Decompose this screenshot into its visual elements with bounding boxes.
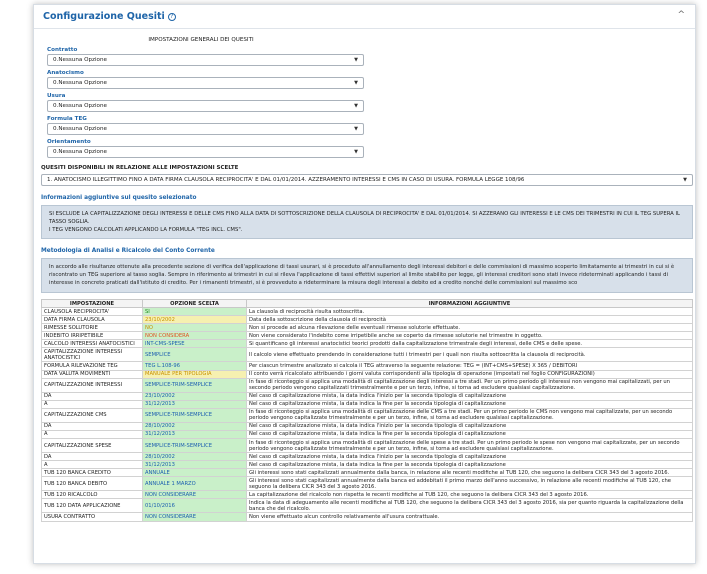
caret-icon: ▼ — [354, 149, 358, 155]
quesiti-label: QUESITI DISPONIBILI IN RELAZIONE ALLE IMPOSTAZIONI SCELTE — [41, 165, 239, 171]
setting-info: Nel caso di capitalizzazione mista, la data indica la fine per la seconda tipologia di capitalizzazione — [247, 461, 693, 469]
setting-option: 23/10/2002 — [143, 316, 247, 324]
table-row — [42, 477, 693, 491]
help-icon[interactable]: ? — [168, 13, 176, 21]
setting-info: Il calcolo viene effettuato prendendo in considerazione tutti i trimestri per i quali non risulta sottoscritta la clausola di reciprocità. — [247, 348, 693, 362]
setting-option: 31/12/2013 — [143, 461, 247, 469]
setting-name: A — [42, 461, 143, 469]
field-label: Orientamento — [47, 139, 91, 145]
setting-info: Gli interessi sono stati capitalizzati annualmente dalla banca ed addebitati il primo marzo dell'anno successivo, in relazione alle recenti modifiche al TUB 120, che seguono la delibera CICR 343 del 3 agosto 2016. — [247, 477, 693, 491]
setting-option: SEMPLICE — [143, 348, 247, 362]
method-box — [41, 258, 693, 293]
setting-option: SEMPLICE-TRIM-SEMPLICE — [143, 378, 247, 392]
field-select[interactable] — [47, 146, 364, 158]
setting-option: 01/10/2016 — [143, 499, 247, 513]
setting-info: Gli interessi sono stati capitalizzati annualmente dalla banca, in relazione alle recenti modifiche al TUB 120, che seguono la delibera CICR 343 del 3 agosto 2016. — [247, 469, 693, 477]
caret-icon: ▼ — [354, 126, 358, 132]
info-text-2: I TEG VENGONO CALCOLATI APPLICANDO LA FORMULA "TEG INCL. CMS". — [49, 227, 243, 233]
setting-name: DA — [42, 392, 143, 400]
panel-title: Configurazione Quesiti — [43, 11, 165, 22]
setting-option: 28/10/2002 — [143, 422, 247, 430]
setting-info: Per ciascun trimestre analizzato si calcola il TEG attraverso la seguente relazione: TEG = (INT+CMS+SPESE) X 365 / DEBITORI — [247, 362, 693, 370]
field-value: 0.Nessuna Opzione — [53, 80, 107, 86]
quesiti-select[interactable] — [41, 174, 693, 186]
caret-icon: ▼ — [354, 103, 358, 109]
setting-option: SEMPLICE-TRIM-SEMPLICE — [143, 439, 247, 453]
table-row — [42, 430, 693, 438]
panel-header — [34, 5, 695, 29]
info-title: Informazioni aggiuntive sul quesito selezionato — [41, 195, 197, 201]
setting-info: Nel caso di capitalizzazione mista, la data indica l'inizio per la seconda tipologia di capitalizzazione — [247, 392, 693, 400]
setting-name: CAPITALIZZAZIONE INTERESSI — [42, 378, 143, 392]
setting-info: Non viene considerato l'indebito come irripetibile anche se coperto da rimesse solutorie nel trimestre in oggetto. — [247, 332, 693, 340]
setting-info: La clausola di reciprocità risulta sottoscritta. — [247, 308, 693, 316]
method-text: In accordo alle risultanze ottenute alla precedente sezione di verifica dell'applicazione di tassi usurari, si è proceduto all'annullamento degli interessi debitori e delle commissioni di massimo scoperto limitatamente ai trimestri in cui si è riscontrato un TEG superiore al tasso soglia. Sempre in riferimento ai trimestri in cui si rileva l'applicazione di tassi effettivi superiori al limite stabilito per legge, gli interessi creditori sono stati invece rideterminati applicando i tassi di interesse in concreto praticati dall'istituto di credito. Per i rimanenti trimestri, si è provveduto a rideterminare la misura degli interessi a debito ed a credito nonché delle commissioni sul massimo sco — [49, 264, 675, 286]
setting-option: ANNUALE 1 MARZO — [143, 477, 247, 491]
table-row — [42, 461, 693, 469]
field-select[interactable] — [47, 123, 364, 135]
setting-option: NON CONSIDERA — [143, 332, 247, 340]
caret-icon: ▼ — [683, 177, 687, 183]
table-row — [42, 392, 693, 400]
setting-option: MANUALE PER TIPOLOGIA — [143, 370, 247, 378]
general-settings-title: IMPOSTAZIONI GENERALI DEI QUESITI — [148, 37, 254, 43]
col-header-info: INFORMAZIONI AGGIUNTIVE — [247, 300, 693, 308]
setting-option: 31/12/2013 — [143, 430, 247, 438]
setting-name: DATA FIRMA CLAUSOLA — [42, 316, 143, 324]
table-row — [42, 308, 693, 316]
setting-option: NON CONSIDERARE — [143, 491, 247, 499]
table-row — [42, 491, 693, 499]
table-row — [42, 499, 693, 513]
setting-option: 23/10/2002 — [143, 392, 247, 400]
table-row — [42, 362, 693, 370]
setting-option: TEG L.108-96 — [143, 362, 247, 370]
setting-info: Data della sottoscrizione della clausola di reciprocità — [247, 316, 693, 324]
setting-option: 31/12/2013 — [143, 400, 247, 408]
setting-name: DA — [42, 453, 143, 461]
table-row — [42, 370, 693, 378]
setting-name: USURA CONTRATTO — [42, 513, 143, 521]
setting-name: INDEBITO IRRIPETIBILE — [42, 332, 143, 340]
settings-fields — [34, 47, 695, 158]
field-label: Anatocismo — [47, 70, 84, 76]
setting-name: DATA VALUTA MOVIMENTI — [42, 370, 143, 378]
info-box — [41, 205, 693, 239]
quesiti-value: 1. ANATOCISMO ILLEGITTIMO FINO A DATA FIRMA CLAUSOLA RECIPROCITA' E DAL 01/01/2014. AZZERAMENTO INTERESSI E CMS IN CASO DI USURA. FORMULA LEGGE 108/96 — [47, 177, 525, 183]
table-row — [42, 332, 693, 340]
setting-name: DA — [42, 422, 143, 430]
setting-option: NON CONSIDERARE — [143, 513, 247, 521]
table-row — [42, 453, 693, 461]
setting-info: Non si procede ad alcuna rilevazione delle eventuali rimesse solutorie effettuate. — [247, 324, 693, 332]
table-row — [42, 408, 693, 422]
table-body — [42, 308, 693, 522]
setting-name: TUB 120 BANCA DEBITO — [42, 477, 143, 491]
table-row — [42, 513, 693, 521]
setting-name: CAPITALIZZAZIONE CMS — [42, 408, 143, 422]
setting-info: In fase di riconteggio si applica una modalità di capitalizzazione delle spese a tre stadi. Per un primo periodo le spese non vengono mai capitalizzate, per un secondo periodo vengono capitalizzate trimestralmente e per un terzo, infine, si torna ad escludere qualsiasi capitalizzazione. — [247, 439, 693, 453]
field-label: Formula TEG — [47, 116, 87, 122]
setting-name: A — [42, 430, 143, 438]
setting-option: NO — [143, 324, 247, 332]
field-value: 0.Nessuna Opzione — [53, 57, 107, 63]
col-header-setting: IMPOSTAZIONE — [42, 300, 143, 308]
method-title: Metodologia di Analisi e Ricalcolo del Conto Corrente — [41, 248, 215, 254]
setting-name: TUB 120 DATA APPLICAZIONE — [42, 499, 143, 513]
table-row — [42, 348, 693, 362]
table-row — [42, 378, 693, 392]
field-select[interactable] — [47, 100, 364, 112]
setting-name: CALCOLO INTERESSI ANATOCISTICI — [42, 340, 143, 348]
setting-name: CAPITALIZZAZIONE SPESE — [42, 439, 143, 453]
table-row — [42, 439, 693, 453]
field-value: 0.Nessuna Opzione — [53, 103, 107, 109]
caret-icon: ▼ — [354, 57, 358, 63]
setting-info: In fase di riconteggio si applica una modalità di capitalizzazione delle CMS a tre stadi. Per un primo periodo le CMS non vengono mai capitalizzate, per un secondo periodo vengono capitalizzate trimestralmente e per un terzo, infine, si torna ad escludere qualsiasi capitalizzazione. — [247, 408, 693, 422]
table-row — [42, 422, 693, 430]
setting-info: Nel caso di capitalizzazione mista, la data indica l'inizio per la seconda tipologia di capitalizzazione — [247, 422, 693, 430]
table-row — [42, 469, 693, 477]
setting-info: Nel caso di capitalizzazione mista, la data indica l'inizio per la seconda tipologia di capitalizzazione — [247, 453, 693, 461]
col-header-option: OPZIONE SCELTA — [143, 300, 247, 308]
table-row — [42, 400, 693, 408]
setting-option: INT-CMS-SPESE — [143, 340, 247, 348]
table-row — [42, 324, 693, 332]
field-select[interactable] — [47, 77, 364, 89]
setting-name: TUB 120 RICALCOLO — [42, 491, 143, 499]
setting-option: 28/10/2002 — [143, 453, 247, 461]
info-text-1: SI ESCLUDE LA CAPITALIZZAZIONE DEGLI INTERESSI E DELLE CMS FINO ALLA DATA DI SOTTOSCRIZIONE DELLA CLAUSOLA DI RECIPROCITA' E DAL 01/01/2014. SI AZZERANO GLI INTERESSI E LE CMS DEI TRIMESTRI IN CUI IL TEG SUPERA IL TASSO SOGLIA. — [49, 211, 680, 225]
setting-info: Nel caso di capitalizzazione mista, la data indica la fine per la seconda tipologia di capitalizzazione — [247, 400, 693, 408]
field-value: 0.Nessuna Opzione — [53, 126, 107, 132]
setting-name: A — [42, 400, 143, 408]
setting-name: CLAUSOLA RECIPROCITA' — [42, 308, 143, 316]
setting-name: CAPITALIZZAZIONE INTERESSI ANATOCISTICI — [42, 348, 143, 362]
collapse-icon[interactable]: ^ — [677, 10, 685, 20]
setting-info: Il conto verrà ricalcolato attribuendo i giorni valuta corrispondenti alla tipologia di operazione (impostati nel foglio CONFIGURAZIONI) — [247, 370, 693, 378]
setting-option: SEMPLICE-TRIM-SEMPLICE — [143, 408, 247, 422]
setting-option: SI — [143, 308, 247, 316]
table-row — [42, 340, 693, 348]
field-label: Contratto — [47, 47, 78, 53]
config-panel — [33, 4, 696, 564]
caret-icon: ▼ — [354, 80, 358, 86]
setting-name: FORMULA RILEVAZIONE TEG — [42, 362, 143, 370]
settings-table — [41, 299, 693, 522]
setting-name: TUB 120 BANCA CREDITO — [42, 469, 143, 477]
setting-info: La capitalizzazione del ricalcolo non rispetta le recenti modifiche al TUB 120, che seguono la delibera CICR 343 del 3 agosto 2016. — [247, 491, 693, 499]
setting-info: Non viene effettuato alcun controllo relativamente all'usura contrattuale. — [247, 513, 693, 521]
field-label: Usura — [47, 93, 66, 99]
setting-option: ANNUALE — [143, 469, 247, 477]
setting-info: In fase di riconteggio si applica una modalità di capitalizzazione degli interessi a tre stadi. Per un primo periodo gli interessi non vengono mai capitalizzati, per un secondo periodo vengono capitalizzati trimestralmente e per un terzo, infine, si torna ad escludere qualsiasi capitalizzazione. — [247, 378, 693, 392]
setting-info: Indica la data di adeguamento alle recenti modifiche al TUB 120, che seguono la delibera CICR 343 del 3 agosto 2016, sia per quanto riguarda la capitalizzazione della banca che del ricalcolo. — [247, 499, 693, 513]
field-select[interactable] — [47, 54, 364, 66]
field-value: 0.Nessuna Opzione — [53, 149, 107, 155]
setting-name: RIMESSE SOLUTORIE — [42, 324, 143, 332]
setting-info: Si quantificano gli interessi anatocistici teorici prodotti dalla capitalizzazione trimestrale degli interessi, delle CMS e delle spese. — [247, 340, 693, 348]
setting-info: Nel caso di capitalizzazione mista, la data indica la fine per la seconda tipologia di capitalizzazione — [247, 430, 693, 438]
table-row — [42, 316, 693, 324]
